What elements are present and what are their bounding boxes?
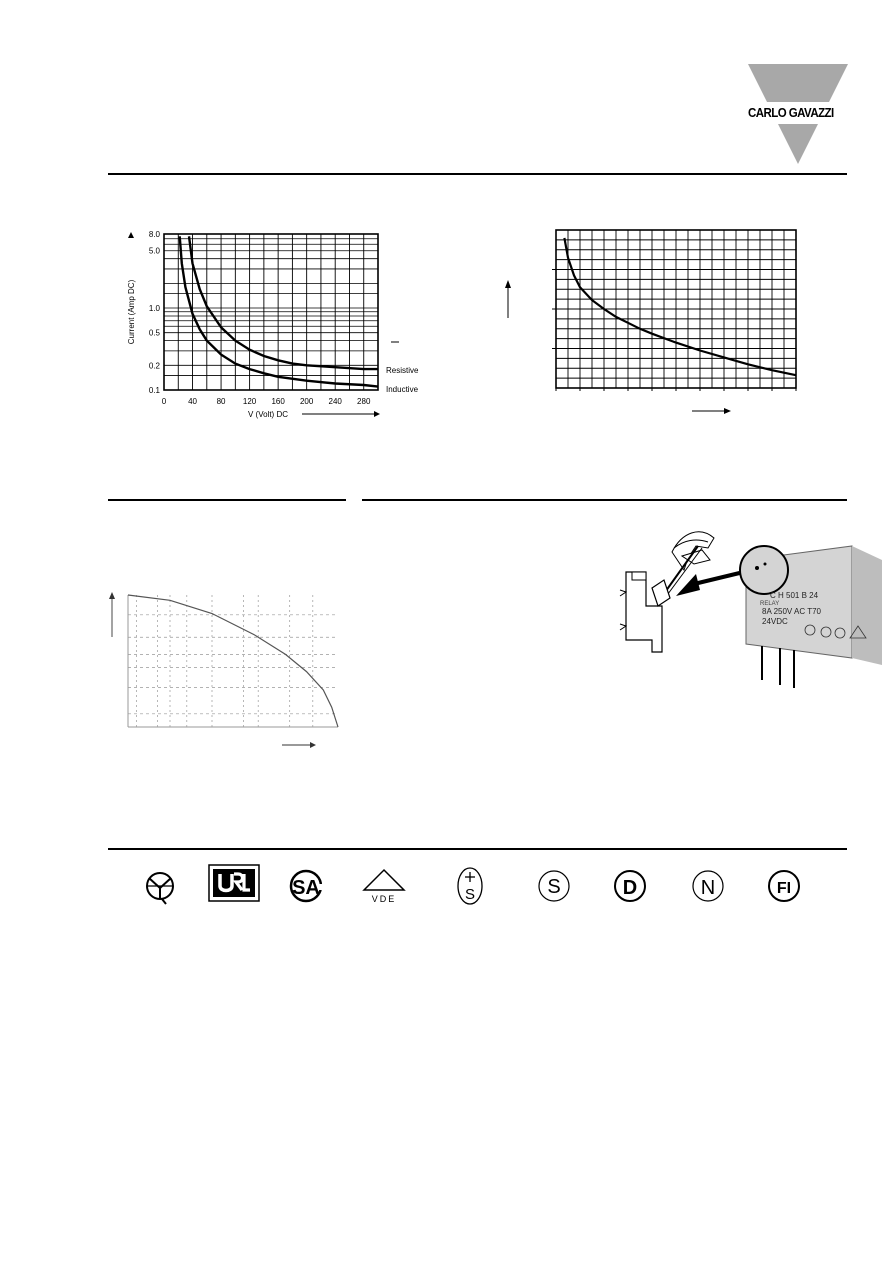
norway-mark-text: N bbox=[700, 877, 716, 899]
y-axis-arrowhead bbox=[505, 280, 511, 288]
y-tick-label: 0.1 bbox=[148, 386, 160, 395]
x-axis-arrowhead bbox=[724, 408, 731, 414]
csa-mark bbox=[286, 866, 326, 906]
y-axis-arrowhead bbox=[109, 592, 115, 599]
series-line bbox=[564, 238, 796, 375]
y-axis-label: Current (Amp DC) bbox=[127, 279, 136, 345]
semko-mark bbox=[450, 866, 490, 906]
relay-marking-4: 24VDC bbox=[762, 617, 788, 626]
sweden-mark bbox=[534, 866, 574, 906]
x-tick-label: 120 bbox=[242, 397, 257, 406]
x-tick-label: 200 bbox=[299, 397, 314, 406]
relay-vent-illustration bbox=[612, 520, 892, 695]
x-tick-label: 0 bbox=[161, 397, 167, 406]
x-tick-label: 40 bbox=[188, 397, 197, 406]
derating-chart bbox=[104, 585, 349, 755]
fimko-mark-text: FI bbox=[776, 880, 792, 897]
x-tick-label: 80 bbox=[216, 397, 226, 406]
y-tick-label: 1.0 bbox=[148, 304, 160, 314]
norway-mark bbox=[688, 866, 728, 906]
fimko-mark bbox=[764, 866, 804, 906]
relay-marking-2: C H 501 B 24 bbox=[770, 591, 819, 600]
relay-marking-1: RELAY bbox=[760, 601, 780, 607]
x-tick-label: 280 bbox=[357, 397, 371, 406]
demko-mark-text: D bbox=[622, 877, 638, 899]
section-rule-left bbox=[108, 499, 346, 501]
header-rule bbox=[108, 173, 847, 175]
section-rule-right bbox=[362, 499, 847, 501]
x-axis-arrowhead bbox=[374, 411, 380, 417]
sweden-mark-text: S bbox=[547, 876, 561, 898]
y-tick-label: 0.5 bbox=[148, 328, 160, 338]
y-tick-label: 8.0 bbox=[148, 230, 160, 239]
nemko-mark bbox=[140, 866, 180, 906]
electrical-life-chart bbox=[500, 222, 810, 422]
semko-mark-text: S bbox=[464, 886, 476, 903]
legend-label-inductive: Inductive bbox=[386, 385, 419, 394]
ul-recognized-mark bbox=[208, 864, 260, 902]
x-tick-label: 240 bbox=[328, 397, 342, 406]
vde-mark bbox=[360, 866, 408, 906]
x-axis-label: V (Volt) DC bbox=[247, 410, 289, 419]
csa-mark-text: SA bbox=[292, 877, 320, 899]
x-tick-label: 160 bbox=[271, 397, 285, 406]
y-tick-label: 5.0 bbox=[148, 246, 160, 256]
y-axis-arrow bbox=[128, 232, 134, 238]
dc-breaking-capacity-chart bbox=[118, 222, 438, 427]
vde-mark-text: VDE bbox=[371, 894, 397, 904]
y-tick-label: 0.2 bbox=[148, 361, 160, 371]
footer-rule bbox=[108, 848, 847, 850]
x-axis-arrowhead bbox=[310, 742, 316, 748]
relay-marking-3: 8A 250V AC T70 bbox=[762, 607, 822, 616]
legend-label-resistive: Resistive bbox=[386, 366, 419, 375]
demko-mark bbox=[610, 866, 650, 906]
brand-name: CARLO GAVAZZI bbox=[748, 106, 834, 120]
